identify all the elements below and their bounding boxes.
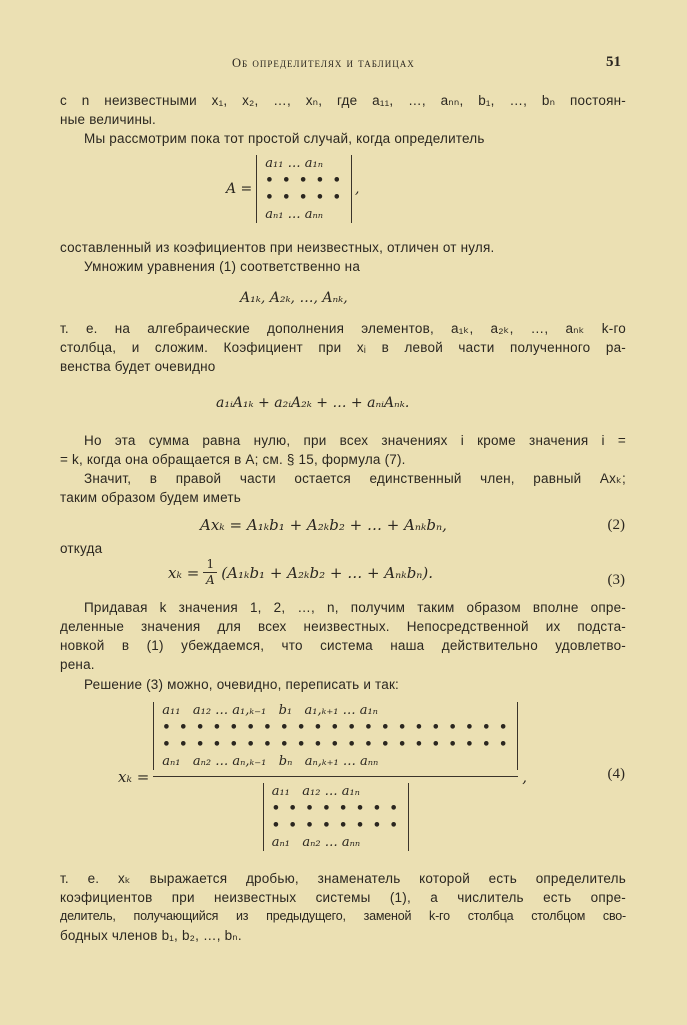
text-line: Но эта сумма равна нулю, при всех значениях i кроме значения i = <box>84 433 626 448</box>
equation-4 <box>118 702 527 851</box>
equation-4-fraction <box>153 702 518 851</box>
numerator-determinant <box>153 702 518 770</box>
fraction-bar <box>153 776 518 777</box>
text-line: т. е. xₖ выражается дробью, знаменатель которой есть определитель <box>60 871 626 886</box>
text-line: столбца, и сложим. Коэфициент при xᵢ в левой части полученного ра- <box>60 340 626 355</box>
equation-3-fraction <box>203 558 217 587</box>
equation-3-lhs: xₖ = <box>168 563 200 582</box>
equation-3-denominator: A <box>205 573 215 587</box>
det-row: • • • • • <box>265 173 343 188</box>
denominator-determinant <box>263 783 409 851</box>
running-title: Об определителях и таблицах <box>232 56 415 70</box>
text-line: таким образом будем иметь <box>60 490 241 505</box>
det-row: • • • • • • • • • • • • • • • • • • • • • <box>162 720 510 735</box>
determinant-a-formula <box>226 155 359 223</box>
equation-3 <box>168 558 433 587</box>
equation-3-rhs: (A₁ₖb₁ + A₂ₖb₂ + … + Aₙₖbₙ). <box>221 563 433 582</box>
text-line: новкой в (1) убеждаемся, что система наша действительно удовлетво- <box>60 638 626 653</box>
page-number: 51 <box>606 54 621 70</box>
det-a-comma: , <box>354 181 360 197</box>
det-row: a₁₁ … a₁ₙ <box>265 156 323 171</box>
text-line: бодных членов b₁, b₂, …, bₙ. <box>60 928 242 943</box>
equation-2-label: (2) <box>607 517 625 533</box>
text-line: Придавая k значения 1, 2, …, n, получим таким образом вполне опре- <box>84 600 626 615</box>
text-line: Значит, в правой части остается единственный член, равный Axₖ; <box>84 471 626 486</box>
equation-3-label: (3) <box>607 572 625 588</box>
det-a-lhs: A = <box>226 181 253 197</box>
text-line: делитель, получающийся из предыдущего, заменой k-го столбца столбцом сво- <box>60 909 626 923</box>
text-line: = k, когда она обращается в A; см. § 15, формула (7). <box>60 452 406 467</box>
det-row: aₙ₁ aₙ₂ … aₙ,ₖ₋₁ bₙ aₙ,ₖ₊₁ … aₙₙ <box>162 754 379 769</box>
det-row: • • • • • • • • <box>271 801 400 816</box>
text-line: ные величины. <box>60 112 156 127</box>
determinant-a <box>256 155 352 223</box>
text-line: Решение (3) можно, очевидно, переписать и так: <box>84 677 400 692</box>
det-row: a₁₁ a₁₂ … a₁,ₖ₋₁ b₁ a₁,ₖ₊₁ … a₁ₙ <box>162 703 378 718</box>
det-row: a₁₁ a₁₂ … a₁ₙ <box>271 784 360 799</box>
text-line: с n неизвестными x₁, x₂, …, xₙ, где a₁₁, …, aₙₙ, b₁, …, bₙ постоян- <box>60 93 626 108</box>
text-line: откуда <box>60 541 103 556</box>
equation-4-comma: , <box>522 767 528 786</box>
text-line: составленный из коэфициентов при неизвестных, отличен от нуля. <box>60 240 495 255</box>
equation-4-label: (4) <box>607 766 625 782</box>
text-line: Умножим уравнения (1) соответственно на <box>84 259 361 274</box>
text-line: деленные значения для всех неизвестных. Непосредственной их подста- <box>60 619 626 634</box>
text-line: т. е. на алгебраические дополнения элементов, a₁ₖ, a₂ₖ, …, aₙₖ k-го <box>60 321 626 336</box>
det-row: • • • • • • • • <box>271 818 400 833</box>
text-line: Мы рассмотрим пока тот простой случай, когда определитель <box>84 131 485 146</box>
equation-2: Axₖ = A₁ₖb₁ + A₂ₖb₂ + … + Aₙₖbₙ, <box>200 516 447 534</box>
det-row: • • • • • • • • • • • • • • • • • • • • • <box>162 737 510 752</box>
text-line: венства будет очевидно <box>60 359 216 374</box>
det-row: aₙ₁ … aₙₙ <box>265 207 324 222</box>
cofactors-formula: A₁ₖ, A₂ₖ, …, Aₙₖ, <box>240 290 348 306</box>
det-row: aₙ₁ aₙ₂ … aₙₙ <box>271 835 361 850</box>
det-row: • • • • • <box>265 190 343 205</box>
sum-formula: a₁ᵢA₁ₖ + a₂ᵢA₂ₖ + … + aₙᵢAₙₖ. <box>216 395 410 411</box>
equation-3-numerator: 1 <box>206 557 215 571</box>
equation-4-lhs: xₖ = <box>118 767 150 786</box>
text-line: коэфициентов при неизвестных системы (1), а числитель есть опре- <box>60 890 626 905</box>
text-line: рена. <box>60 657 95 672</box>
